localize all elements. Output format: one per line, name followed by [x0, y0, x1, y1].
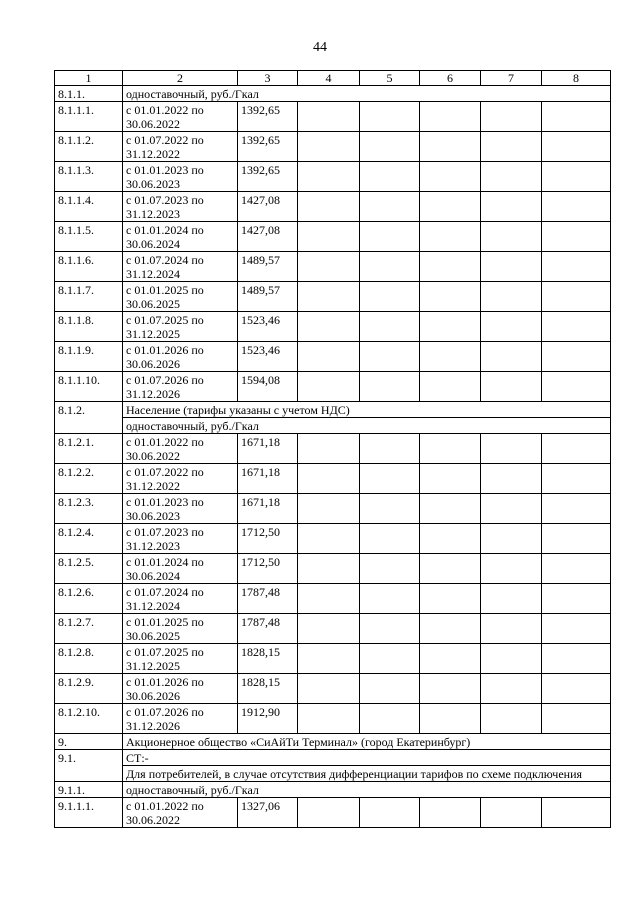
empty-cell-col-4: [298, 524, 360, 554]
row-title: одноставочный, руб./Гкал: [123, 86, 611, 102]
empty-cell-col-6: [420, 524, 481, 554]
table-row: [55, 86, 611, 102]
column-header-6: 6: [420, 71, 481, 86]
period-line: с 01.01.2024 по: [126, 223, 204, 237]
tariff-value: 1787,48: [238, 614, 298, 644]
row-code: 8.1.1.9.: [55, 342, 123, 372]
empty-cell-col-5: [360, 192, 420, 222]
empty-cell-col-8: [542, 162, 611, 192]
period-line: с 01.07.2023 по: [126, 525, 204, 539]
period-cell: [123, 372, 238, 402]
table-row: [55, 734, 611, 750]
header-row: [55, 71, 611, 86]
period-cell: [123, 614, 238, 644]
table-row: [55, 402, 611, 418]
empty-cell-col-4: [298, 162, 360, 192]
tariff-value: 1392,65: [238, 102, 298, 132]
row-code: 8.1.2.3.: [55, 494, 123, 524]
table-row: [55, 494, 611, 524]
empty-cell-col-8: [542, 342, 611, 372]
empty-cell-col-4: [298, 614, 360, 644]
period-line: с 01.01.2022 по: [126, 435, 204, 449]
period-cell: [123, 554, 238, 584]
table-row: [55, 750, 611, 766]
empty-cell-col-8: [542, 798, 611, 828]
row-title: одноставочный, руб./Гкал: [123, 782, 611, 798]
empty-cell-col-6: [420, 192, 481, 222]
empty-cell-col-6: [420, 494, 481, 524]
empty-cell-col-5: [360, 132, 420, 162]
tariff-value: 1489,57: [238, 282, 298, 312]
period-line: 30.06.2026: [126, 689, 180, 703]
table-row: [55, 282, 611, 312]
row-code: 8.1.2.6.: [55, 584, 123, 614]
empty-cell-col-6: [420, 162, 481, 192]
column-header-1: 1: [55, 71, 123, 86]
column-header-7: 7: [481, 71, 542, 86]
empty-cell-col-6: [420, 132, 481, 162]
period-line: 31.12.2022: [126, 479, 180, 493]
column-header-2: 2: [123, 71, 238, 86]
row-title: Население (тарифы указаны с учетом НДС): [123, 402, 611, 418]
empty-cell-col-8: [542, 554, 611, 584]
column-header-3: 3: [238, 71, 298, 86]
empty-cell-col-8: [542, 674, 611, 704]
empty-cell-col-6: [420, 584, 481, 614]
row-title: Для потребителей, в случае отсутствия дифференциации тарифов по схеме подключения: [123, 766, 611, 782]
period-line: с 01.01.2023 по: [126, 163, 204, 177]
empty-cell-col-7: [481, 554, 542, 584]
empty-cell-col-4: [298, 704, 360, 734]
empty-cell-col-8: [542, 252, 611, 282]
tariff-value: 1912,90: [238, 704, 298, 734]
empty-cell-col-8: [542, 102, 611, 132]
tariff-value: 1712,50: [238, 524, 298, 554]
row-code: 8.1.2.: [55, 402, 123, 434]
empty-cell-col-8: [542, 372, 611, 402]
empty-cell-col-8: [542, 132, 611, 162]
period-cell: [123, 524, 238, 554]
empty-cell-col-8: [542, 584, 611, 614]
row-title: одноставочный, руб./Гкал: [123, 418, 611, 434]
period-line: 30.06.2022: [126, 117, 180, 131]
empty-cell-col-6: [420, 644, 481, 674]
period-cell: [123, 282, 238, 312]
empty-cell-col-8: [542, 222, 611, 252]
period-line: 31.12.2025: [126, 327, 180, 341]
period-line: с 01.07.2024 по: [126, 585, 204, 599]
table-row: [55, 132, 611, 162]
period-line: с 01.07.2026 по: [126, 705, 204, 719]
empty-cell-col-4: [298, 584, 360, 614]
empty-cell-col-7: [481, 434, 542, 464]
period-cell: [123, 342, 238, 372]
empty-cell-col-4: [298, 372, 360, 402]
empty-cell-col-8: [542, 192, 611, 222]
period-line: 30.06.2025: [126, 297, 180, 311]
empty-cell-col-7: [481, 282, 542, 312]
tariff-value: 1427,08: [238, 192, 298, 222]
empty-cell-col-6: [420, 222, 481, 252]
period-line: 30.06.2022: [126, 449, 180, 463]
empty-cell-col-5: [360, 464, 420, 494]
empty-cell-col-5: [360, 494, 420, 524]
row-code: 9.: [55, 734, 123, 750]
column-header-8: 8: [542, 71, 611, 86]
row-code: 8.1.2.8.: [55, 644, 123, 674]
period-line: с 01.01.2026 по: [126, 675, 204, 689]
tariff-value: 1594,08: [238, 372, 298, 402]
empty-cell-col-6: [420, 312, 481, 342]
empty-cell-col-7: [481, 372, 542, 402]
row-code: 8.1.2.7.: [55, 614, 123, 644]
period-line: 31.12.2026: [126, 719, 180, 733]
empty-cell-col-4: [298, 192, 360, 222]
empty-cell-col-7: [481, 222, 542, 252]
period-line: 30.06.2024: [126, 237, 180, 251]
row-code: 8.1.2.10.: [55, 704, 123, 734]
empty-cell-col-7: [481, 162, 542, 192]
tariff-value: 1671,18: [238, 464, 298, 494]
period-line: с 01.07.2026 по: [126, 373, 204, 387]
empty-cell-col-5: [360, 222, 420, 252]
row-title: СТ:-: [123, 750, 611, 766]
empty-cell-col-5: [360, 372, 420, 402]
empty-cell-col-7: [481, 192, 542, 222]
period-line: с 01.07.2022 по: [126, 465, 204, 479]
empty-cell-col-5: [360, 524, 420, 554]
empty-cell-col-5: [360, 644, 420, 674]
period-line: с 01.07.2024 по: [126, 253, 204, 267]
period-line: с 01.01.2026 по: [126, 343, 204, 357]
tariff-value: 1392,65: [238, 162, 298, 192]
empty-cell-col-7: [481, 252, 542, 282]
table-row: [55, 782, 611, 798]
table-row: [55, 464, 611, 494]
period-line: 30.06.2023: [126, 177, 180, 191]
period-cell: [123, 252, 238, 282]
empty-cell-col-4: [298, 798, 360, 828]
column-header-5: 5: [360, 71, 420, 86]
empty-cell-col-8: [542, 614, 611, 644]
tariff-value: 1427,08: [238, 222, 298, 252]
period-line: 30.06.2024: [126, 569, 180, 583]
table-row: [55, 704, 611, 734]
table-row: [55, 434, 611, 464]
empty-cell-col-7: [481, 312, 542, 342]
empty-cell-col-5: [360, 554, 420, 584]
empty-cell-col-8: [542, 494, 611, 524]
period-line: 31.12.2024: [126, 267, 180, 281]
table-row: [55, 222, 611, 252]
empty-cell-col-5: [360, 704, 420, 734]
row-code: 8.1.1.: [55, 86, 123, 102]
empty-cell-col-8: [542, 524, 611, 554]
tariff-value: 1828,15: [238, 674, 298, 704]
empty-cell-col-5: [360, 102, 420, 132]
row-code: 8.1.2.4.: [55, 524, 123, 554]
empty-cell-col-5: [360, 674, 420, 704]
empty-cell-col-8: [542, 282, 611, 312]
tariff-value: 1523,46: [238, 312, 298, 342]
empty-cell-col-8: [542, 704, 611, 734]
empty-cell-col-4: [298, 554, 360, 584]
empty-cell-col-4: [298, 222, 360, 252]
empty-cell-col-6: [420, 102, 481, 132]
row-code: 8.1.1.1.: [55, 102, 123, 132]
tariff-value: 1523,46: [238, 342, 298, 372]
row-code: 9.1.1.1.: [55, 798, 123, 828]
empty-cell-col-7: [481, 614, 542, 644]
period-cell: [123, 644, 238, 674]
empty-cell-col-4: [298, 102, 360, 132]
table-row: [55, 766, 611, 782]
period-line: с 01.01.2022 по: [126, 799, 204, 813]
empty-cell-col-5: [360, 252, 420, 282]
period-line: с 01.07.2025 по: [126, 313, 204, 327]
period-line: 31.12.2023: [126, 539, 180, 553]
empty-cell-col-5: [360, 162, 420, 192]
period-line: с 01.01.2022 по: [126, 103, 204, 117]
empty-cell-col-4: [298, 252, 360, 282]
tariff-value: 1671,18: [238, 434, 298, 464]
period-line: 30.06.2022: [126, 813, 180, 827]
empty-cell-col-4: [298, 312, 360, 342]
empty-cell-col-6: [420, 372, 481, 402]
empty-cell-col-6: [420, 704, 481, 734]
period-line: 30.06.2023: [126, 509, 180, 523]
row-code: 8.1.1.8.: [55, 312, 123, 342]
tariff-value: 1712,50: [238, 554, 298, 584]
period-line: 30.06.2026: [126, 357, 180, 371]
period-cell: [123, 494, 238, 524]
period-cell: [123, 132, 238, 162]
empty-cell-col-5: [360, 584, 420, 614]
table-row: [55, 342, 611, 372]
table-row: [55, 644, 611, 674]
empty-cell-col-7: [481, 464, 542, 494]
row-code: 8.1.1.2.: [55, 132, 123, 162]
empty-cell-col-7: [481, 674, 542, 704]
empty-cell-col-5: [360, 342, 420, 372]
empty-cell-col-4: [298, 644, 360, 674]
row-code: 8.1.2.5.: [55, 554, 123, 584]
period-cell: [123, 798, 238, 828]
table-row: [55, 418, 611, 434]
empty-cell-col-6: [420, 674, 481, 704]
tariff-value: 1489,57: [238, 252, 298, 282]
empty-cell-col-5: [360, 798, 420, 828]
page-number: 44: [313, 40, 327, 55]
empty-cell-col-7: [481, 644, 542, 674]
empty-cell-col-6: [420, 798, 481, 828]
empty-cell-col-6: [420, 252, 481, 282]
row-code: 9.1.: [55, 750, 123, 782]
empty-cell-col-5: [360, 434, 420, 464]
table-row: [55, 162, 611, 192]
period-line: 31.12.2025: [126, 659, 180, 673]
period-cell: [123, 464, 238, 494]
row-code: 8.1.1.7.: [55, 282, 123, 312]
empty-cell-col-4: [298, 132, 360, 162]
empty-cell-col-6: [420, 434, 481, 464]
empty-cell-col-6: [420, 282, 481, 312]
table-row: [55, 584, 611, 614]
period-line: 31.12.2026: [126, 387, 180, 401]
period-line: 31.12.2023: [126, 207, 180, 221]
empty-cell-col-6: [420, 464, 481, 494]
row-code: 9.1.1.: [55, 782, 123, 798]
tariff-value: 1787,48: [238, 584, 298, 614]
tariff-table: [54, 70, 611, 828]
period-cell: [123, 434, 238, 464]
row-code: 8.1.2.2.: [55, 464, 123, 494]
period-cell: [123, 674, 238, 704]
row-code: 8.1.1.10.: [55, 372, 123, 402]
table-row: [55, 674, 611, 704]
empty-cell-col-4: [298, 464, 360, 494]
empty-cell-col-8: [542, 644, 611, 674]
empty-cell-col-8: [542, 434, 611, 464]
period-line: 31.12.2022: [126, 147, 180, 161]
empty-cell-col-6: [420, 614, 481, 644]
row-code: 8.1.1.3.: [55, 162, 123, 192]
period-cell: [123, 584, 238, 614]
table-row: [55, 252, 611, 282]
empty-cell-col-7: [481, 102, 542, 132]
empty-cell-col-7: [481, 342, 542, 372]
table-row: [55, 192, 611, 222]
empty-cell-col-6: [420, 554, 481, 584]
period-line: с 01.07.2022 по: [126, 133, 204, 147]
empty-cell-col-6: [420, 342, 481, 372]
period-cell: [123, 312, 238, 342]
period-line: 30.06.2025: [126, 629, 180, 643]
empty-cell-col-8: [542, 464, 611, 494]
empty-cell-col-5: [360, 312, 420, 342]
empty-cell-col-5: [360, 614, 420, 644]
empty-cell-col-7: [481, 798, 542, 828]
row-title: Акционерное общество «СиАйТи Терминал» (город Екатеринбург): [123, 734, 611, 750]
row-code: 8.1.1.5.: [55, 222, 123, 252]
period-line: с 01.07.2025 по: [126, 645, 204, 659]
period-cell: [123, 192, 238, 222]
table-row: [55, 372, 611, 402]
period-cell: [123, 162, 238, 192]
empty-cell-col-8: [542, 312, 611, 342]
table-row: [55, 312, 611, 342]
period-cell: [123, 704, 238, 734]
empty-cell-col-4: [298, 342, 360, 372]
period-line: с 01.07.2023 по: [126, 193, 204, 207]
empty-cell-col-4: [298, 674, 360, 704]
period-line: с 01.01.2025 по: [126, 283, 204, 297]
row-code: 8.1.1.4.: [55, 192, 123, 222]
row-code: 8.1.1.6.: [55, 252, 123, 282]
row-code: 8.1.2.9.: [55, 674, 123, 704]
table-row: [55, 614, 611, 644]
table-row: [55, 524, 611, 554]
empty-cell-col-4: [298, 434, 360, 464]
period-cell: [123, 222, 238, 252]
row-code: 8.1.2.1.: [55, 434, 123, 464]
empty-cell-col-7: [481, 132, 542, 162]
tariff-value: 1828,15: [238, 644, 298, 674]
table-row: [55, 798, 611, 828]
period-line: с 01.01.2025 по: [126, 615, 204, 629]
empty-cell-col-7: [481, 524, 542, 554]
empty-cell-col-4: [298, 494, 360, 524]
table-row: [55, 102, 611, 132]
period-line: с 01.01.2023 по: [126, 495, 204, 509]
tariff-value: 1671,18: [238, 494, 298, 524]
empty-cell-col-7: [481, 584, 542, 614]
period-cell: [123, 102, 238, 132]
column-header-4: 4: [298, 71, 360, 86]
tariff-value: 1392,65: [238, 132, 298, 162]
empty-cell-col-4: [298, 282, 360, 312]
empty-cell-col-7: [481, 704, 542, 734]
empty-cell-col-7: [481, 494, 542, 524]
tariff-value: 1327,06: [238, 798, 298, 828]
empty-cell-col-5: [360, 282, 420, 312]
period-line: с 01.01.2024 по: [126, 555, 204, 569]
table-row: [55, 554, 611, 584]
period-line: 31.12.2024: [126, 599, 180, 613]
